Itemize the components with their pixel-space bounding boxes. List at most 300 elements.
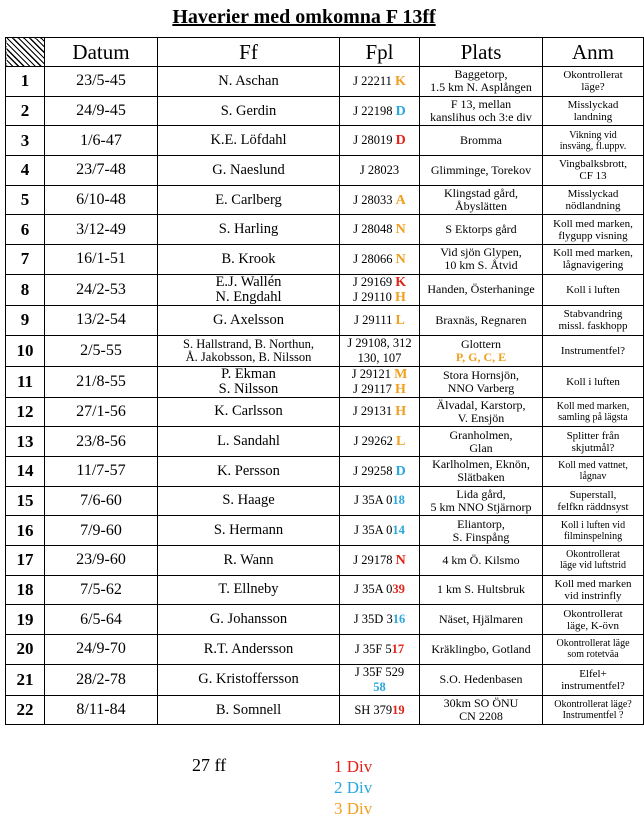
row-number: 17: [6, 545, 45, 575]
row-remark: [543, 96, 644, 126]
aircraft-line: [340, 290, 419, 305]
table-row: [6, 605, 644, 635]
division-legend-item: 1 Div: [334, 757, 373, 776]
aircraft-line: [340, 336, 419, 351]
row-number: 20: [6, 635, 45, 665]
aircraft-number: J 35A 0: [354, 582, 393, 597]
table-row: [6, 96, 644, 126]
aircraft-number: J 29117: [353, 381, 395, 396]
division-marker: 17: [391, 641, 405, 656]
row-number: 1: [6, 67, 45, 97]
pilot-name: G. Johansson: [209, 611, 288, 628]
row-location: [420, 695, 543, 725]
row-location: [420, 664, 543, 695]
row-location: [420, 305, 543, 335]
aircraft-number: J 28066: [353, 251, 396, 266]
location-line: Glottern: [461, 336, 501, 351]
remark-line: Koll med marken: [554, 577, 632, 590]
pilot-name: L. Sandahl: [217, 433, 280, 450]
row-number: 18: [6, 575, 45, 605]
accident-table: [5, 37, 644, 725]
row-pilots: [158, 245, 340, 275]
remark-line: Okontrollerat läge?: [554, 699, 632, 711]
row-number: 10: [6, 335, 45, 366]
location-line: Näset, Hjälmaren: [439, 612, 523, 627]
row-remark: [543, 185, 644, 215]
row-remark: [543, 695, 644, 725]
table-row: [6, 245, 644, 275]
location-line: Bromma: [460, 133, 502, 148]
division-legend-item: 3 Div: [334, 799, 373, 818]
row-remark: [543, 664, 644, 695]
row-location: [420, 516, 543, 546]
division-marker: D: [395, 133, 406, 149]
table-row: [6, 185, 644, 215]
row-location: [420, 605, 543, 635]
table-row: [6, 575, 644, 605]
location-line: NNO Varberg: [447, 380, 515, 395]
header-datum: Datum: [45, 38, 158, 67]
aircraft-line: [340, 582, 419, 597]
pilot-name: S. Gerdin: [220, 102, 277, 119]
aircraft-number: J 29111: [354, 312, 396, 327]
division-marker: A: [395, 192, 406, 208]
location-line: Kräklingbo, Gotland: [431, 641, 531, 656]
row-aircraft: [340, 545, 420, 575]
remark-line: Koll i luften: [566, 283, 620, 296]
remark-line: Koll i luften vid: [560, 519, 626, 531]
table-row: [6, 456, 644, 486]
row-aircraft: [340, 366, 420, 397]
division-marker: N: [395, 222, 406, 238]
row-date: 6/5-64: [45, 605, 158, 635]
aircraft-number: J 28048: [353, 222, 396, 237]
row-pilots: [158, 397, 340, 427]
row-aircraft: [340, 274, 420, 305]
aircraft-line: [340, 404, 419, 419]
pilot-name: K. Persson: [217, 462, 280, 479]
remark-line: vid instrinfly: [564, 589, 622, 602]
aircraft-line: [340, 703, 419, 718]
location-line: 5 km NNO Stjärnorp: [430, 499, 532, 514]
row-number: 4: [6, 156, 45, 186]
row-remark: [543, 516, 644, 546]
division-marker: N: [395, 251, 406, 267]
row-number: 5: [6, 185, 45, 215]
remark-line: lågnavigering: [562, 259, 624, 272]
row-pilots: [158, 126, 340, 156]
row-remark: [543, 605, 644, 635]
row-number: 21: [6, 664, 45, 695]
table-row: [6, 305, 644, 335]
remark-line: lågnav: [579, 471, 607, 483]
row-remark: [543, 427, 644, 457]
location-line: Slätbaken: [457, 470, 505, 485]
pilot-name: Å. Jakobsson, B. Nilsson: [185, 349, 312, 364]
location-line: 10 km S. Åtvid: [444, 258, 518, 273]
aircraft-line: [340, 351, 419, 366]
aircraft-number: J 29108, 312: [347, 335, 412, 350]
aircraft-number: J 28023: [359, 162, 400, 177]
pilot-name: K. Carlsson: [214, 403, 283, 420]
remark-line: skjutmål?: [571, 441, 615, 454]
row-date: 6/10-48: [45, 185, 158, 215]
remark-line: missl. faskhopp: [558, 320, 628, 333]
row-remark: [543, 397, 644, 427]
remark-line: Vingbalksbrott,: [558, 158, 628, 171]
pilot-name: B. Krook: [221, 250, 276, 267]
row-number: 15: [6, 486, 45, 516]
aircraft-number: J 28033: [353, 192, 396, 207]
aircraft-number: J 28019: [353, 133, 396, 148]
division-marker: H: [395, 381, 406, 397]
row-pilots: [158, 545, 340, 575]
row-aircraft: [340, 427, 420, 457]
aircraft-line: [340, 642, 419, 657]
pilot-name: S. Nilsson: [218, 380, 279, 397]
table-row: [6, 397, 644, 427]
location-line: S.O. Hedenbasen: [439, 672, 523, 687]
location-line: Vid sjön Glypen,: [440, 245, 522, 260]
row-remark: [543, 456, 644, 486]
row-number: 12: [6, 397, 45, 427]
row-aircraft: [340, 664, 420, 695]
pilot-name: G. Naeslund: [212, 161, 285, 178]
remark-line: landning: [573, 111, 613, 124]
row-location: [420, 335, 543, 366]
row-remark: [543, 486, 644, 516]
row-aircraft: [340, 486, 420, 516]
location-line: Braxnäs, Regnaren: [435, 312, 527, 327]
remark-line: Okontrollerat läge: [556, 638, 630, 650]
location-line: S Ektorps gård: [445, 222, 517, 237]
row-remark: [543, 67, 644, 97]
division-marker: K: [395, 274, 407, 290]
aircraft-line: [340, 275, 419, 290]
row-date: 11/7-57: [45, 456, 158, 486]
pilot-name: G. Kristoffersson: [198, 671, 299, 688]
row-number: 14: [6, 456, 45, 486]
location-line: Klingstad gård,: [444, 186, 518, 201]
row-location: [420, 185, 543, 215]
aircraft-number: 130, 107: [357, 350, 402, 365]
row-aircraft: [340, 456, 420, 486]
pilot-name: K.E. Löfdahl: [210, 132, 287, 149]
row-pilots: [158, 664, 340, 695]
row-remark: [543, 635, 644, 665]
row-aircraft: [340, 96, 420, 126]
division-marker: 14: [392, 523, 405, 538]
remark-line: läge vid luftstrid: [559, 560, 627, 572]
location-line: Handen, Österhaninge: [427, 282, 535, 297]
remark-line: Koll i luften: [566, 375, 620, 388]
aircraft-number: J 22211: [353, 73, 395, 88]
location-line: F 13, mellan: [450, 97, 512, 112]
division-marker: H: [395, 289, 406, 305]
row-aircraft: [340, 305, 420, 335]
location-line: 1.5 km N. Asplången: [430, 80, 532, 95]
remark-line: Splitter från: [566, 429, 620, 442]
remark-line: filminspelning: [563, 530, 623, 542]
row-number: 6: [6, 215, 45, 245]
division-marker: 58: [373, 679, 386, 694]
location-line: Åbyslätten: [455, 199, 507, 214]
row-date: 7/6-60: [45, 486, 158, 516]
division-marker: K: [395, 73, 406, 89]
remark-line: flygupp visning: [558, 229, 628, 242]
aircraft-line: [340, 665, 419, 680]
remark-line: insväng, fl.uppv.: [559, 140, 627, 152]
row-pilots: [158, 305, 340, 335]
remark-line: CF 13: [579, 170, 607, 183]
division-marker-letters: P, G, C, E: [455, 349, 507, 364]
row-pilots: [158, 274, 340, 305]
pilot-name: S. Hallstrand, B. Northun,: [183, 336, 314, 351]
location-line: V. Ensjön: [457, 410, 505, 425]
aircraft-line: [340, 382, 419, 397]
row-pilots: [158, 96, 340, 126]
division-legend-item: 2 Div: [334, 778, 373, 797]
remark-line: Instrumentfel ?: [562, 710, 624, 722]
row-location: [420, 126, 543, 156]
remark-line: felfkn räddnsyst: [557, 500, 629, 513]
row-pilots: [158, 486, 340, 516]
remark-line: Vikning vid: [569, 129, 617, 141]
division-marker: 18: [392, 493, 405, 508]
pilot-name: N. Engdahl: [215, 288, 282, 305]
row-location: [420, 545, 543, 575]
row-aircraft: [340, 695, 420, 725]
location-line: Baggetorp,: [454, 67, 508, 82]
location-line: kanslihus och 3:e div: [430, 110, 532, 125]
location-line: 4 km Ö. Kilsmo: [442, 552, 520, 567]
row-pilots: [158, 605, 340, 635]
pilot-name: S. Harling: [218, 221, 279, 238]
aircraft-line: [340, 163, 419, 178]
pilot-name: N. Aschan: [218, 72, 279, 89]
row-date: 28/2-78: [45, 664, 158, 695]
table-row: [6, 366, 644, 397]
row-date: 23/7-48: [45, 156, 158, 186]
remark-line: Okontrollerat: [566, 549, 620, 561]
aircraft-number: J 35A 0: [354, 523, 393, 538]
row-remark: [543, 575, 644, 605]
row-date: 8/11-84: [45, 695, 158, 725]
table-row: [6, 126, 644, 156]
row-date: 23/5-45: [45, 67, 158, 97]
remark-line: läge?: [581, 81, 605, 94]
remark-line: Koll med vattnet,: [558, 460, 628, 472]
row-location: [420, 427, 543, 457]
aircraft-line: [340, 367, 419, 382]
aircraft-number: J 29169: [352, 274, 396, 289]
row-pilots: [158, 67, 340, 97]
aircraft-line: [340, 193, 419, 208]
location-line: Eliantorp,: [457, 516, 505, 531]
row-pilots: [158, 695, 340, 725]
remark-line: Koll med marken,: [556, 400, 630, 412]
row-number: 16: [6, 516, 45, 546]
remark-line: nödlandning: [565, 200, 621, 213]
row-aircraft: [340, 635, 420, 665]
row-pilots: [158, 215, 340, 245]
aircraft-number: J 35F 529: [354, 664, 405, 679]
row-remark: [543, 545, 644, 575]
row-aircraft: [340, 516, 420, 546]
aircraft-line: [340, 313, 419, 328]
row-date: 16/1-51: [45, 245, 158, 275]
row-pilots: [158, 427, 340, 457]
division-marker: H: [395, 404, 407, 420]
table-row: [6, 274, 644, 305]
row-aircraft: [340, 67, 420, 97]
row-date: 24/9-70: [45, 635, 158, 665]
location-line: Älvadal, Karstorp,: [436, 397, 526, 412]
aircraft-line: [340, 434, 419, 449]
division-marker: L: [395, 312, 405, 328]
remark-line: Misslyckad: [567, 99, 619, 112]
remark-line: Okontrollerat: [563, 607, 623, 620]
row-number: 19: [6, 605, 45, 635]
aircraft-line: [340, 222, 419, 237]
row-date: 27/1-56: [45, 397, 158, 427]
row-remark: [543, 274, 644, 305]
row-number: 3: [6, 126, 45, 156]
location-line: Granholmen,: [449, 427, 513, 442]
row-date: 2/5-55: [45, 335, 158, 366]
row-location: [420, 67, 543, 97]
row-location: [420, 456, 543, 486]
pilot-name: S. Hermann: [213, 522, 284, 539]
aircraft-line: [340, 553, 419, 568]
pilot-name: G. Axelsson: [213, 311, 284, 328]
row-remark: [543, 245, 644, 275]
division-marker: 39: [392, 582, 405, 597]
division-marker: 19: [392, 702, 405, 717]
pilot-name: S. Haage: [222, 492, 275, 509]
aircraft-number: J 35F 5: [354, 641, 392, 656]
aircraft-line: [340, 104, 419, 119]
row-remark: [543, 126, 644, 156]
remark-line: Koll med marken,: [553, 217, 633, 230]
row-remark: [543, 215, 644, 245]
remark-line: Instrumentfel?: [560, 344, 626, 357]
table-row: [6, 335, 644, 366]
row-date: 7/9-60: [45, 516, 158, 546]
remark-line: Stabvandring: [563, 308, 623, 321]
division-marker: M: [394, 366, 408, 382]
aircraft-line: [340, 74, 419, 89]
table-row: [6, 664, 644, 695]
remark-line: samling på lägsta: [558, 411, 628, 423]
row-location: [420, 635, 543, 665]
row-aircraft: [340, 126, 420, 156]
row-number: 7: [6, 245, 45, 275]
location-line: 1 km S. Hultsbruk: [436, 582, 525, 597]
remark-line: Okontrollerat: [563, 69, 623, 82]
table-row: [6, 695, 644, 725]
row-date: 23/8-56: [45, 427, 158, 457]
division-marker: 16: [392, 612, 406, 627]
row-number: 2: [6, 96, 45, 126]
row-date: 24/2-53: [45, 274, 158, 305]
pilot-name: R. Wann: [223, 551, 274, 568]
row-aircraft: [340, 335, 420, 366]
division-marker: N: [395, 552, 406, 568]
row-pilots: [158, 635, 340, 665]
row-number: 11: [6, 366, 45, 397]
location-line: S. Finspång: [452, 529, 510, 544]
aircraft-number: J 35A 0: [354, 493, 393, 508]
remark-line: Superstall,: [569, 488, 617, 501]
table-row: [6, 545, 644, 575]
row-remark: [543, 305, 644, 335]
aircraft-line: [340, 252, 419, 267]
row-aircraft: [340, 215, 420, 245]
row-aircraft: [340, 185, 420, 215]
location-line: CN 2208: [459, 709, 503, 724]
row-date: 3/12-49: [45, 215, 158, 245]
location-line: Karlholmen, Eknön,: [432, 457, 530, 472]
division-marker: L: [396, 434, 406, 450]
table-row: [6, 67, 644, 97]
pilot-name: B. Somnell: [215, 701, 282, 718]
row-date: 1/6-47: [45, 126, 158, 156]
page-title-text: Haverier med omkomna F 13ff: [172, 6, 436, 28]
pilot-name: P. Ekman: [221, 365, 276, 382]
aircraft-line: [340, 680, 419, 695]
row-date: 7/5-62: [45, 575, 158, 605]
division-marker: D: [395, 463, 406, 479]
row-location: [420, 156, 543, 186]
row-number: 9: [6, 305, 45, 335]
location-line: Glimminge, Torekov: [430, 162, 532, 177]
row-remark: [543, 156, 644, 186]
aircraft-number: SH 379: [354, 702, 393, 717]
row-number: 13: [6, 427, 45, 457]
aircraft-number: J 29131: [352, 404, 396, 419]
remark-line: Elfel+: [579, 667, 607, 680]
table-row: [6, 215, 644, 245]
row-date: 13/2-54: [45, 305, 158, 335]
row-pilots: [158, 156, 340, 186]
table-row: [6, 427, 644, 457]
aircraft-line: [340, 612, 419, 627]
row-number: 8: [6, 274, 45, 305]
remark-line: Koll med marken,: [553, 247, 633, 260]
pilot-name: E.J. Wallén: [215, 273, 282, 290]
table-row: [6, 635, 644, 665]
row-location: [420, 575, 543, 605]
row-date: 24/9-45: [45, 96, 158, 126]
row-location: [420, 215, 543, 245]
location-line: Glan: [469, 440, 493, 455]
table-body: [6, 67, 644, 725]
remark-line: läge, K-övn: [567, 619, 619, 632]
pilot-name: E. Carlberg: [215, 191, 282, 208]
header-plats: Plats: [420, 38, 543, 67]
row-remark: [543, 335, 644, 366]
row-pilots: [158, 366, 340, 397]
location-line: Stora Hornsjön,: [443, 367, 519, 382]
row-location: [420, 486, 543, 516]
row-remark: [543, 366, 644, 397]
remark-line: Misslyckad: [567, 188, 619, 201]
row-pilots: [158, 516, 340, 546]
pilot-name: T. Ellneby: [218, 581, 279, 598]
aircraft-number: J 29178: [353, 552, 396, 567]
table-row: [6, 486, 644, 516]
